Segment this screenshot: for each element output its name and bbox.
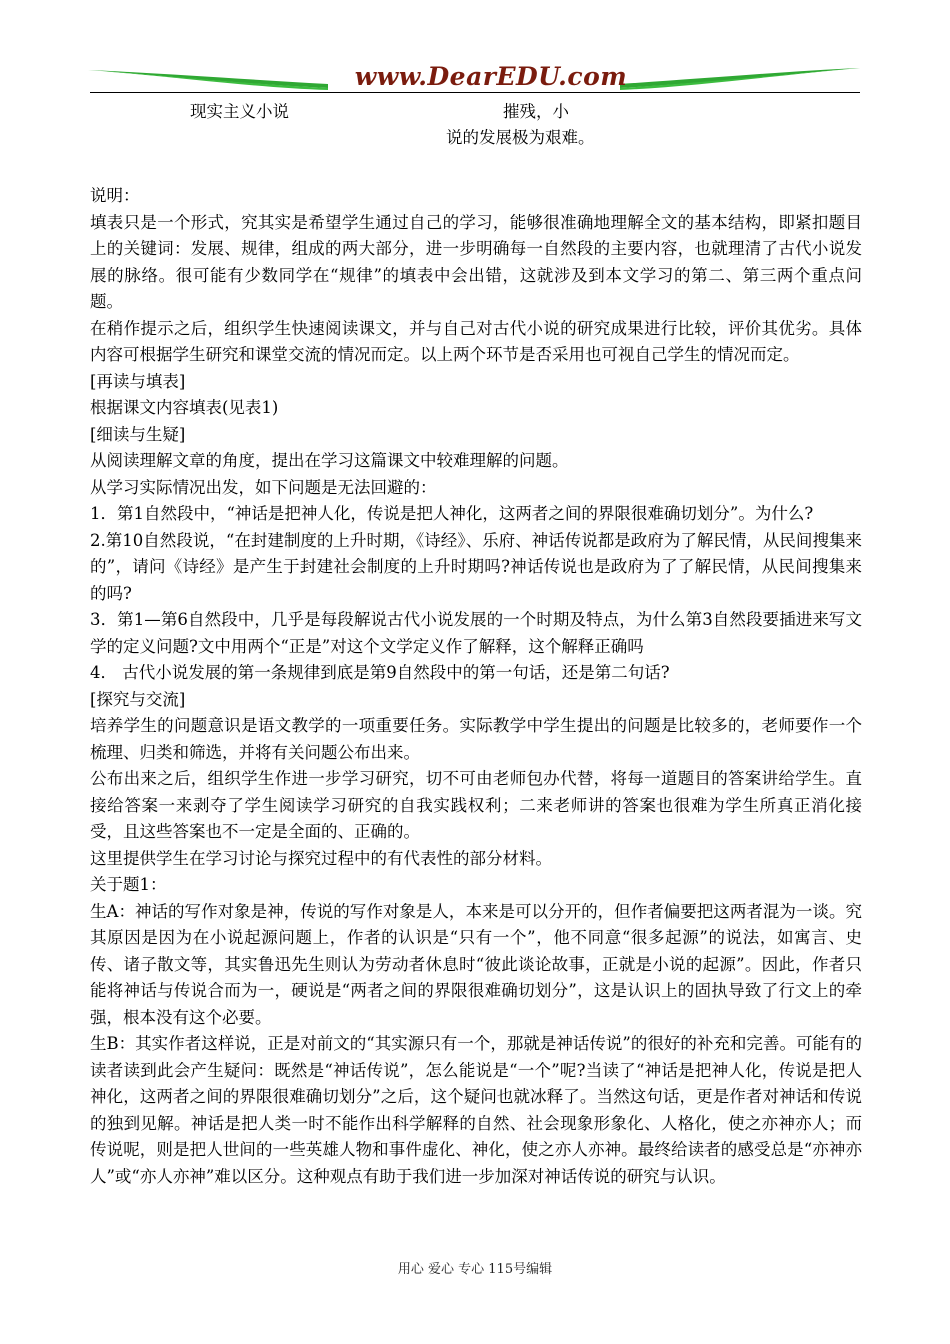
paragraph: 关于题1： xyxy=(90,875,167,894)
page-footer: 用心 爱心 专心 115号编辑 xyxy=(397,1262,553,1277)
question-item: 3．第1—第6自然段中，几乎是每段解说古代小说发展的一个时期及特点，为什么第3自然段要插进来写文学的定义问题?文中用两个“正是”对这个文学定义作了解释，这个解释正确吗 xyxy=(90,610,862,656)
student-answer: 生A：神话的写作对象是神，传说的写作对象是人，本来是可以分开的，但作者偏要把这两者混为一谈。究其原因是因为在小说起源问题上，作者的认识是“只有一个”，他不同意“很多起源”的说法，如寓言、史传、诸子散文等，其实鲁迅先生则认为劳动者休息时“彼此谈论故事，正就是小说的起源”。因此，作者只能将神话与传说合而为一，硬说是“两者之间的界限很难确切划分”，这是认识上的固执导致了行文上的牵强，根本没有这个必要。 xyxy=(90,901,862,1027)
document-body xyxy=(90,183,862,1190)
paragraph: 公布出来之后，组织学生作进一步学习研究，切不可由老师包办代替，将每一道题目的答案讲给学生。直接给答案一来剥夺了学生阅读学习研究的自我实践权利；二来老师讲的答案也很难为学生所真正消化接受，且这些答案也不一定是全面的、正确的。 xyxy=(90,769,862,841)
paragraph: 从阅读理解文章的角度，提出在学习这篇课文中较难理解的问题。 xyxy=(90,451,569,470)
table-cell-right-line1: 摧残，小 xyxy=(503,102,569,121)
site-name-logo-text: www.DearEDU.com xyxy=(354,62,628,91)
question-item: 4． 古代小说发展的第一条规律到底是第9自然段中的第一句话，还是第二句话? xyxy=(90,663,670,682)
paragraph: 根据课文内容填表(见表1) xyxy=(90,398,279,417)
header-divider xyxy=(90,92,860,93)
table-cell-right-line2: 说的发展极为艰难。 xyxy=(446,128,595,147)
paragraph: 填表只是一个形式，究其实是希望学生通过自己的学习，能够很准确地理解全文的基本结构，即紧扣题目上的关键词：发展、规律，组成的两大部分，进一步明确每一自然段的主要内容，也就理清了古代小说发展的脉络。很可能有少数同学在“规律”的填表中会出错，这就涉及到本文学习的第二、第三两个重点问题。 xyxy=(90,212,862,311)
paragraph: 这里提供学生在学习讨论与探究过程中的有代表性的部分材料。 xyxy=(90,848,552,868)
paragraph: 培养学生的问题意识是语文教学的一项重要任务。实际教学中学生提出的问题是比较多的，老师要作一个梳理、归类和筛选，并将有关问题公布出来。 xyxy=(90,716,862,762)
paragraph: 从学习实际情况出发，如下问题是无法回避的： xyxy=(90,477,437,497)
question-item: 2.第10自然段说，“在封建制度的上升时期，《诗经》、乐府、神话传说都是政府为了解民情，从民间搜集来的”，请问《诗经》是产生于封建社会制度的上升时期吗?神话传说也是政府为了了解民情，从民间搜集来的吗? xyxy=(90,530,862,603)
student-answer: 生B：其实作者这样说，正是对前文的“其实源只有一个，那就是神话传说”的很好的补充和完善。可能有的读者读到此会产生疑问：既然是“神话传说”，怎么能说是“一个”呢?当读了“神话是把神人化，传说是把人神化，这两者之间的界限很难确切划分”之后，这个疑问也就冰释了。当然这句话，更是作者对神话和传说的独到见解。神话是把人类一时不能作出科学解释的自然、社会现象形象化、人格化，使之亦神亦人；而传说呢，则是把人世间的一些英雄人物和事件虚化、神化，使之亦人亦神。最终给读者的感受总是“亦神亦人”或“亦人亦神”难以区分。这种观点有助于我们进一步加深对神话传说的研究与认识。 xyxy=(90,1034,862,1186)
section-heading: [探究与交流] xyxy=(90,689,186,709)
section-heading: [细读与生疑] xyxy=(90,424,186,444)
section-heading: [再读与填表] xyxy=(90,371,186,391)
table-cell-left: 现实主义小说 xyxy=(190,102,289,121)
paragraph: 在稍作提示之后，组织学生快速阅读课文，并与自己对古代小说的研究成果进行比较，评价其优劣。具体内容可根据学生研究和课堂交流的情况而定。以上两个环节是否采用也可视自己学生的情况而定。 xyxy=(90,318,862,364)
paragraph-note-heading: 说明： xyxy=(90,186,140,205)
question-item: 1．第1自然段中，“神话是把神人化，传说是把人神化，这两者之间的界限很难确切划分”。为什么? xyxy=(90,504,814,523)
